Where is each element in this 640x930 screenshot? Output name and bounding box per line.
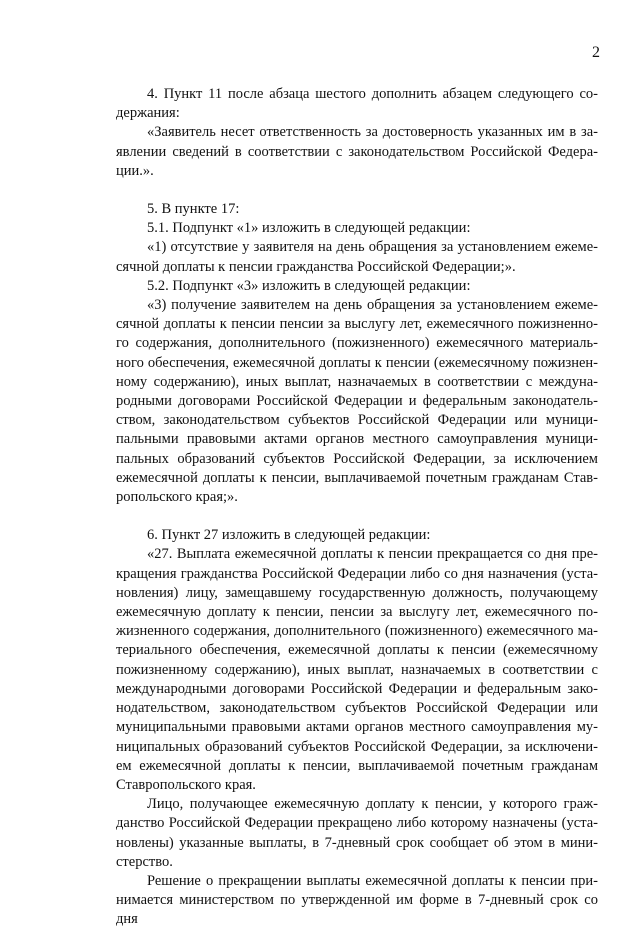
page-number: 2 (592, 44, 600, 61)
paragraph-item-4-quote: «Заявитель несет ответственность за достоверность указанных им в заявлении сведений в соответствии с законодательством Российской Федерации.». (116, 124, 598, 179)
paragraph-item-5-1: 5.1. Подпункт «1» изложить в следующей редакции: (147, 220, 471, 237)
paragraph-termination-decision: Решение о прекращении выплаты ежемесячной доплаты к пенсии принимается министерством по утвержденной им форме в 7-дневный срок со дня (116, 872, 598, 928)
paragraph-item-6-quote: «27. Выплата ежемесячной доплаты к пенсии прекращается со дня прекращения гражданства Российской Федерации либо со дня назначения (установления) лицу, замещавшему государственную должность, получающему ежемесячную доплату к пенсии, пенсии за выслугу лет, ежемесячного пожизненного содержания, дополнительного (пожизненного) ежемесячного материального обеспечения, ежемесячной доплаты к пенсии (ежемесячному пожизненному содержанию), иных выплат, назначаемых в соответствии с международными договорами Российской Федерации и федеральным законодательством, законодательством субъектов Российской Федерации или муниципальными правовыми актами органов местного самоуправления муниципальных образований субъектов Российской Федерации, за исключением ежемесячной доплаты к пенсии, выплачиваемой почетным гражданам Ставропольского края. (116, 546, 598, 793)
paragraph-person-notice: Лицо, получающее ежемесячную доплату к пенсии, у которого гражданство Российской Федерации прекращено либо которому назначены (установлены) указанные выплаты, в 7-дневный срок сообщает об этом в министерство. (116, 796, 598, 870)
paragraph-item-5-1-quote: «1) отсутствие у заявителя на день обращения за установлением ежемесячной доплаты к пенсии гражданства Российской Федерации;». (116, 239, 598, 275)
paragraph-item-5-2: 5.2. Подпункт «3» изложить в следующей редакции: (147, 277, 471, 294)
paragraph-item-6: 6. Пункт 27 изложить в следующей редакции: (147, 527, 431, 544)
paragraph-item-5-2-quote: «3) получение заявителем на день обращения за установлением ежемесячной доплаты к пенсии пенсии за выслугу лет, ежемесячного пожизненного содержания, дополнительного (пожизненного) ежемесячного материального обеспечения, ежемесячной доплаты к пенсии (ежемесячному пожизненному содержанию), иных выплат, назначаемых в соответствии с международными договорами Российской Федерации и федеральным законодательством, законодательством субъектов Российской Федерации или муниципальными правовыми актами органов местного самоуправления муниципальных образований субъектов Российской Федерации, за исключением ежемесячной доплаты к пенсии, выплачиваемой почетным гражданам Ставропольского края;». (116, 297, 598, 506)
paragraph-item-5: 5. В пункте 17: (147, 201, 240, 218)
paragraph-item-4: 4. Пункт 11 после абзаца шестого дополнить абзацем следующего содержания: (116, 86, 598, 122)
document-body (116, 85, 598, 930)
